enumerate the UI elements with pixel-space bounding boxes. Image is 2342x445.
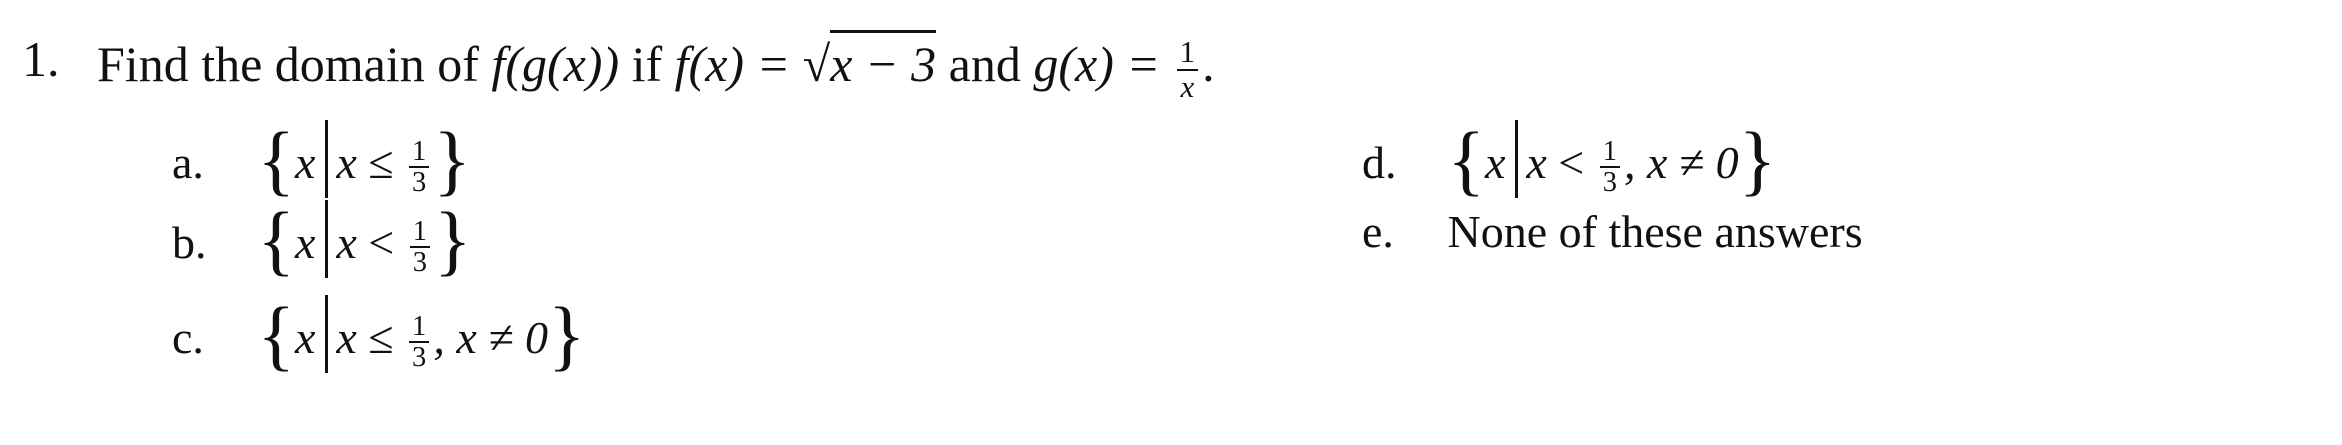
condition-variable: x	[1526, 137, 1547, 188]
set-variable: x	[294, 137, 316, 188]
left-brace: {	[257, 291, 295, 378]
option-d[interactable]	[1362, 116, 1777, 203]
right-brace: }	[433, 116, 471, 203]
square-root: √x − 3	[803, 30, 936, 93]
question-intro: Find the domain of	[97, 36, 479, 92]
relation: <	[368, 217, 395, 268]
composite-function: f(g(x))	[491, 36, 620, 92]
such-that-bar	[1515, 120, 1518, 198]
such-that-bar	[325, 295, 328, 373]
option-c[interactable]	[172, 291, 586, 378]
option-a[interactable]	[172, 116, 471, 203]
right-brace: }	[547, 291, 586, 378]
radicand: x − 3	[830, 30, 936, 93]
left-brace: {	[257, 196, 295, 283]
set-variable: x	[294, 312, 316, 363]
relation: ≤	[368, 137, 394, 188]
extra-condition: , x ≠ 0	[1624, 137, 1739, 188]
g-fraction	[1177, 33, 1199, 104]
relation: ≤	[368, 312, 394, 363]
g-numerator: 1	[1177, 36, 1199, 71]
numerator: 1	[409, 312, 429, 344]
option-letter: e.	[1362, 206, 1394, 257]
denominator: 3	[412, 167, 427, 199]
condition-variable: x	[336, 312, 357, 363]
condition-variable: x	[336, 217, 357, 268]
fraction	[409, 137, 429, 199]
fraction	[410, 217, 430, 279]
g-definition: g(x) =	[1033, 36, 1161, 92]
option-text: None of these answers	[1447, 206, 1863, 257]
question-text	[97, 30, 1215, 103]
word-if: if	[631, 36, 663, 92]
fraction	[1600, 137, 1620, 199]
set-variable: x	[294, 217, 316, 268]
condition-variable: x	[336, 137, 357, 188]
set-variable: x	[1484, 137, 1506, 188]
relation: <	[1558, 137, 1585, 188]
extra-condition: , x ≠ 0	[433, 312, 548, 363]
right-brace: }	[1738, 116, 1777, 203]
denominator: 3	[412, 247, 428, 279]
word-and: and	[948, 36, 1021, 92]
g-denominator: x	[1180, 68, 1195, 104]
fraction	[409, 312, 429, 374]
period: .	[1202, 36, 1215, 92]
question-number: 1.	[22, 31, 60, 87]
numerator: 1	[409, 137, 429, 169]
option-letter: a.	[172, 137, 204, 188]
such-that-bar	[325, 200, 328, 278]
option-letter: d.	[1362, 137, 1397, 188]
right-brace: }	[434, 196, 472, 283]
option-letter: c.	[172, 312, 204, 363]
left-brace: {	[1447, 116, 1485, 203]
option-e[interactable]	[1362, 205, 1863, 258]
such-that-bar	[325, 120, 328, 198]
option-letter: b.	[172, 217, 207, 268]
numerator: 1	[1600, 137, 1620, 169]
numerator: 1	[410, 217, 430, 249]
denominator: 3	[412, 342, 427, 374]
denominator: 3	[1602, 167, 1618, 199]
f-definition: f(x) =	[674, 36, 791, 92]
left-brace: {	[257, 116, 295, 203]
option-b[interactable]	[172, 196, 472, 283]
